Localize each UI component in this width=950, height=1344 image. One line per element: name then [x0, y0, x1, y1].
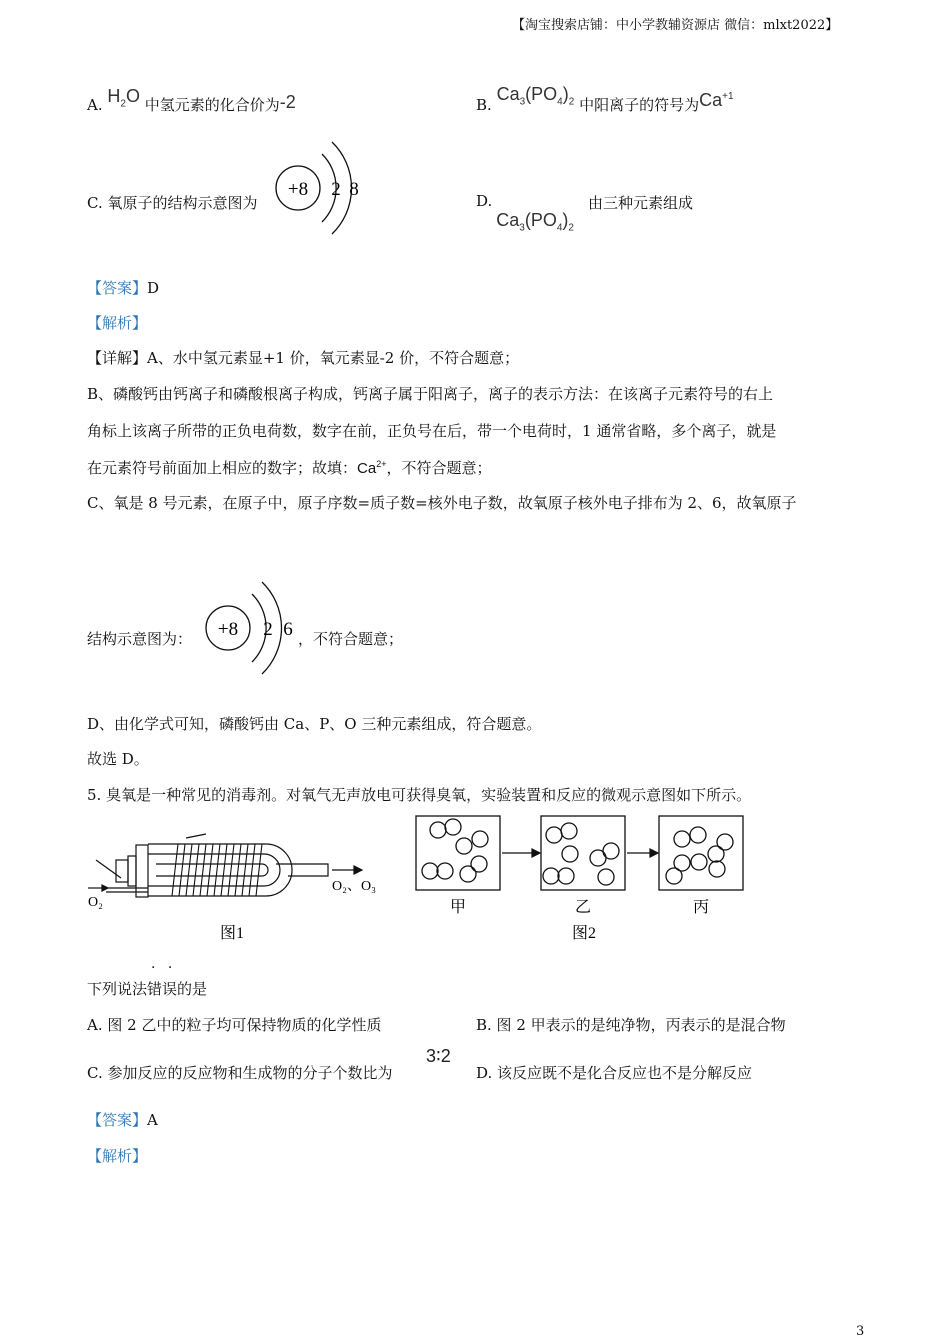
molecule-atom [691, 854, 707, 870]
formula-po: (PO [524, 210, 557, 230]
option-b-prefix: B. [476, 96, 492, 114]
formula-sub4: 4 [556, 222, 563, 234]
detail-line-6-prefix: 结构示意图为： [87, 630, 193, 648]
coil-line [256, 844, 262, 896]
outlet-arrow-head [354, 866, 362, 874]
option-b [476, 84, 734, 118]
inlet-gas-label: O₂ [88, 895, 103, 910]
detail-line-2: B、磷酸钙由钙离子和磷酸根离子构成，钙离子属于阳离子，离子的表示方法：在该离子元素符号的右上 [87, 385, 774, 403]
option-b-text: 中阳离子的符号为 [579, 96, 700, 114]
coil-line [186, 844, 192, 896]
figure-1-apparatus [86, 830, 386, 950]
detail-line-7: D、由化学式可知，磷酸钙由 Ca、P、O 三种元素组成，符合题意。 [87, 715, 542, 733]
option-a-text: 中氢元素的化合价为 [144, 96, 280, 114]
coil-line [214, 844, 220, 896]
option-d-text: 由三种元素组成 [588, 194, 694, 212]
molecule-atom [590, 850, 606, 866]
outlet-gas-label: O₂、O₃ [332, 879, 376, 894]
molecule-atom [460, 866, 476, 882]
molecule-atom [690, 827, 706, 843]
formula-close: ) [562, 210, 569, 230]
calcium-phosphate-formula-d [496, 210, 574, 234]
ion-ca: Ca [357, 460, 377, 477]
shell-1-electrons: 2 [263, 619, 273, 640]
formula-sub2: 2 [568, 96, 575, 108]
prompt-post: 的是 [177, 980, 208, 998]
formula-sub4: 4 [557, 96, 563, 108]
q5-answer [87, 1109, 158, 1130]
q5-option-a: A. 图 2 乙中的粒子均可保持物质的化学性质 [87, 1016, 382, 1034]
detail-line-3: 角标上该离子所带的正负电荷数，数字在前，正负号在后，带一个电荷时，1 通常省略，多个离子，就是 [87, 422, 777, 440]
page-number: 3 [856, 1324, 865, 1339]
shell-2-electrons: 8 [349, 179, 359, 200]
molecule-atom [445, 819, 461, 835]
detail-line-5: C、氧是 8 号元素，在原子中，原子序数=质子数=核外电子数，故氧原子核外电子排布为 2、6，故氧原子 [87, 494, 797, 512]
formula-o: O [125, 86, 140, 106]
q5-prompt [87, 978, 207, 999]
outer-tube [148, 844, 292, 896]
answer-value: A [147, 1111, 158, 1129]
q4-answer [87, 277, 159, 298]
molecule-atom [674, 831, 690, 847]
q5-analysis-label: 【解析】 [87, 1147, 148, 1165]
coil-line [172, 844, 178, 896]
coil-line [207, 844, 213, 896]
ion-charge: +1 [722, 91, 734, 102]
figure-2-micro [410, 812, 750, 948]
detail-text-a: A、水中氢元素显+1 价，氧元素显-2 价，不符合题意； [147, 349, 520, 367]
figure-2-caption: 图2 [571, 925, 597, 942]
formula-po: (PO [525, 84, 558, 104]
molecule-atom [666, 868, 682, 884]
q5-option-b: B. 图 2 甲表示的是纯净物，丙表示的是混合物 [476, 1016, 786, 1034]
coil-line [200, 844, 206, 896]
figure-1-caption: 图1 [220, 925, 245, 942]
detail-label: 【详解】 [87, 349, 148, 367]
detail-line-8: 故选 D。 [87, 750, 149, 768]
coil-line [249, 844, 255, 896]
molecule-atom [471, 856, 487, 872]
molecule-atom [472, 831, 488, 847]
detail-line-4 [87, 457, 491, 478]
prompt-emphasis: 错误 [147, 980, 178, 998]
shell-2-electrons: 6 [283, 619, 293, 640]
stopper [136, 845, 148, 897]
formula-sub3: 3 [519, 222, 525, 234]
label-jia: 甲 [449, 899, 467, 916]
q5-option-d: D. 该反应既不是化合反应也不是分解反应 [476, 1064, 753, 1082]
coil-line [228, 844, 234, 896]
label-yi: 乙 [574, 899, 592, 916]
answer-label: 【答案】 [87, 279, 148, 297]
calcium-phosphate-formula [496, 84, 575, 108]
coil-line [193, 844, 199, 896]
shell-1-electrons: 2 [331, 179, 341, 200]
ion-ca: Ca [699, 90, 723, 110]
emphasis-dots: · · [151, 960, 177, 976]
connector-mid [128, 856, 136, 886]
nucleus-charge: +8 [217, 619, 239, 640]
molecule-atom [422, 863, 438, 879]
coil-line [235, 844, 241, 896]
ion-charge: 2+ [376, 459, 387, 469]
q4-analysis-label: 【解析】 [87, 314, 148, 332]
prompt-pre: 下列说法 [87, 980, 148, 998]
water-formula [107, 86, 140, 110]
cation-symbol [699, 90, 733, 110]
formula-sub2: 2 [568, 222, 574, 234]
shop-header: 【淘宝搜索店铺：中小学教辅资源店 微信：mlxt2022】 [512, 18, 839, 33]
detail-line-6-tail: ，不符合题意； [298, 630, 404, 648]
inlet-arrow-head [102, 885, 108, 891]
molecule-atom [543, 868, 559, 884]
detail-line-4-text: 在元素符号前面加上相应的数字；故填： [87, 459, 358, 477]
molecule-atom [546, 827, 562, 843]
top-wire [186, 834, 206, 838]
molecule-atom [430, 822, 446, 838]
option-d [476, 192, 574, 234]
answer-value: D [147, 279, 160, 297]
molecule-atom [562, 846, 578, 862]
outlet-tube [276, 864, 328, 876]
molecule-atom [561, 823, 577, 839]
formula-ca: Ca [496, 84, 520, 104]
option-c-text: C. 氧原子的结构示意图为 [87, 194, 258, 212]
detail-line-4-tail: ，不符合题意； [386, 459, 492, 477]
wire-line [96, 860, 121, 878]
coil-line [179, 844, 185, 896]
answer-label: 【答案】 [87, 1111, 148, 1129]
connector-left [116, 860, 128, 882]
molecule-atom [717, 834, 733, 850]
detail-line-1 [87, 347, 519, 368]
option-a-value: -2 [279, 92, 296, 112]
coil-line [242, 844, 248, 896]
formula-sub: 2 [120, 98, 126, 110]
q5-option-c: C. 参加反应的反应物和生成物的分子个数比为 [87, 1064, 393, 1082]
formula-sub3: 3 [519, 96, 526, 108]
molecule-atom [558, 868, 574, 884]
formula-ca: Ca [496, 210, 520, 230]
option-a [87, 86, 296, 118]
calcium-ion [357, 460, 386, 477]
molecule-atom [709, 861, 725, 877]
arrow-2-head [650, 849, 658, 857]
option-d-prefix: D. [476, 192, 493, 210]
molecule-atom [437, 863, 453, 879]
q5-ratio: 3∶2 [426, 1046, 451, 1066]
arrow-1-head [532, 849, 540, 857]
oxygen-atom-diagram-26 [202, 575, 308, 679]
option-a-prefix: A. [87, 96, 103, 114]
formula-h: H [107, 86, 121, 106]
oxygen-atom-diagram [270, 136, 370, 240]
formula-close: ) [562, 84, 569, 104]
molecule-atom [598, 869, 614, 885]
coil-line [221, 844, 227, 896]
q5-stem: 5. 臭氧是一种常见的消毒剂。对氧气无声放电可获得臭氧，实验装置和反应的微观示意图如下所示。 [87, 786, 752, 804]
nucleus-charge: +8 [287, 179, 309, 200]
molecule-atom [708, 846, 724, 862]
molecule-atom [456, 838, 472, 854]
label-bing: 丙 [692, 899, 710, 916]
